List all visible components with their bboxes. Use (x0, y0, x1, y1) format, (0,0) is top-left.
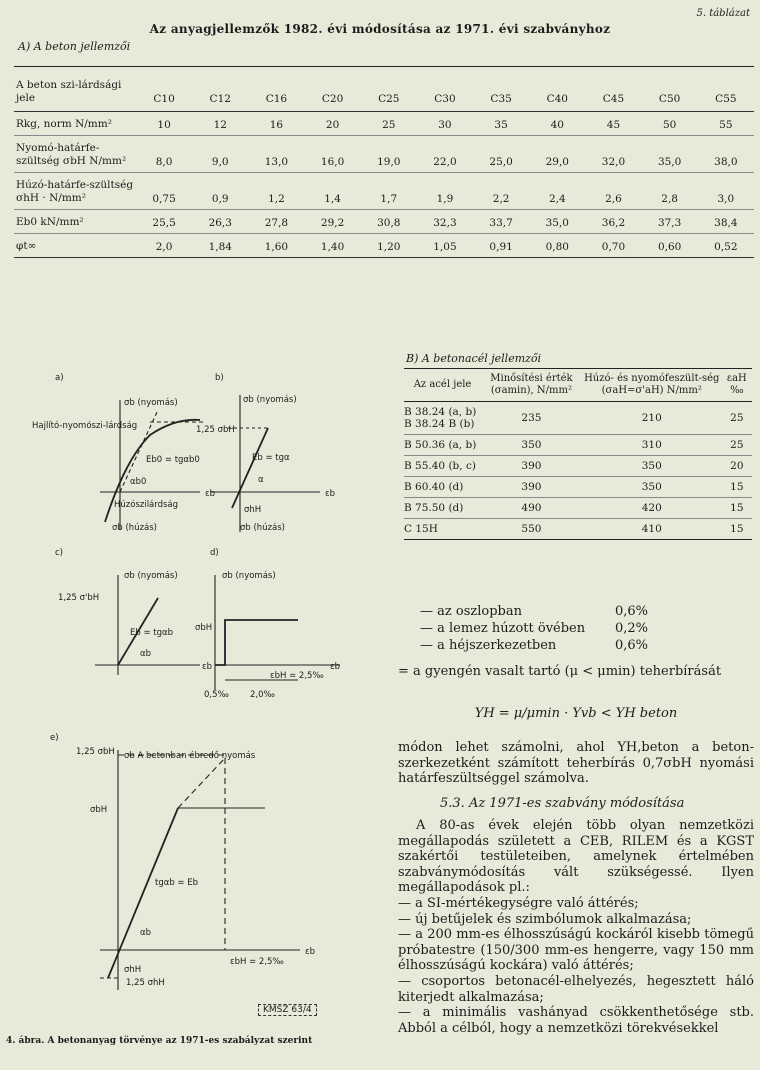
header-cell: εaH ‰ (722, 369, 752, 402)
axis-label: σb (nyomás) (124, 398, 178, 408)
percent-item (420, 604, 649, 619)
class-cell: C45 (585, 67, 641, 112)
table-header-row (404, 369, 752, 402)
table-cell: 390 (481, 477, 582, 498)
alpha-label: α (258, 475, 264, 485)
percent-value: 0,2% (615, 621, 649, 636)
eb0-label: Eb0 = tgαb0 (146, 455, 200, 465)
table-cell: 35,0 (529, 210, 585, 234)
axis-label: εb (330, 662, 340, 672)
tick-label: εbH = 2,5‰ (230, 957, 284, 967)
tick-label: 1,25 σbH (76, 747, 115, 757)
table-cell: 350 (481, 435, 582, 456)
table-cell: 350 (582, 456, 722, 477)
table-cell: 32,0 (585, 136, 641, 173)
table-cell: 30 (417, 112, 473, 136)
table-cell: 8,0 (136, 136, 192, 173)
table-cell: 25 (361, 112, 417, 136)
list-item: — új betűjelek és szimbólumok alkalmazása; (398, 911, 692, 927)
table-cell: 390 (481, 456, 582, 477)
class-cell: C55 (698, 67, 754, 112)
steel-table (404, 368, 752, 540)
table-cell: 0,60 (642, 234, 698, 258)
table-header-row (14, 67, 754, 112)
percent-value: 0,6% (615, 604, 649, 619)
section-heading: 5.3. Az 1971-es szabvány módosítása (440, 796, 685, 811)
eb-label: Eb = tgα (252, 453, 290, 463)
axis-label: σb (húzás) (240, 523, 285, 533)
table-row (14, 210, 754, 234)
table-cell: 1,60 (248, 234, 304, 258)
gyengen-line: = a gyengén vasalt tartó (μ < μmin) teherbírását (398, 664, 722, 679)
table-cell: 16,0 (305, 136, 361, 173)
table-cell: 2,6 (585, 173, 641, 210)
table-cell: 10 (136, 112, 192, 136)
list-item: — a minimális vashányad csökkenthetősége stb. Abból a célból, hogy a nemzetközi törekvésekkel (398, 1005, 754, 1036)
tick-label: σhH (244, 505, 262, 515)
table-cell: B 50.36 (a, b) (404, 435, 481, 456)
table-cell: 490 (481, 498, 582, 519)
table-cell: 1,4 (305, 173, 361, 210)
label-panel-a: a) (55, 373, 64, 383)
label-panel-c: c) (55, 548, 63, 558)
concrete-table (14, 66, 754, 258)
table-cell: 30,8 (361, 210, 417, 234)
table-cell: 410 (582, 519, 722, 540)
table-cell: 1,05 (417, 234, 473, 258)
table-cell: 0,75 (136, 173, 192, 210)
table-cell: 550 (481, 519, 582, 540)
table-cell: 25 (722, 435, 752, 456)
table-cell: 15 (722, 498, 752, 519)
table-cell: 22,0 (417, 136, 473, 173)
class-cell: C16 (248, 67, 304, 112)
table-cell: 1,84 (192, 234, 248, 258)
table-cell: 350 (582, 477, 722, 498)
class-cell: C30 (417, 67, 473, 112)
header-cell: Az acél jele (404, 369, 481, 402)
table-row (404, 477, 752, 498)
table-row (404, 498, 752, 519)
tg-label: tgαb = Eb (155, 878, 199, 888)
table-number: 5. táblázat (696, 8, 750, 19)
percent-text: — a lemez húzott övében (420, 621, 586, 636)
table-cell: 420 (582, 498, 722, 519)
table-cell: 0,70 (585, 234, 641, 258)
table-row (404, 519, 752, 540)
class-cell: C35 (473, 67, 529, 112)
list-item: — csoportos betonacél-elhelyezés, hegesztett háló kiterjedt alkalmazása; (398, 973, 754, 1005)
table-cell: B 75.50 (d) (404, 498, 481, 519)
table-cell: 0,80 (529, 234, 585, 258)
table-cell: 12 (192, 112, 248, 136)
table-cell: 35,0 (642, 136, 698, 173)
tick-label: σbH (195, 623, 213, 633)
axis-label: σb (nyomás) (243, 395, 297, 405)
table-cell: 25,0 (473, 136, 529, 173)
table-cell: 13,0 (248, 136, 304, 173)
table-row (404, 402, 752, 435)
table-cell: 1,2 (248, 173, 304, 210)
row-label: φt∞ (14, 234, 136, 258)
axis-label: σb (nyomás) (124, 571, 178, 581)
list-item: — a 200 mm-es élhosszúságú kockáról kisebb tömegű próbatestre (150/300 mm-es hengerre, vagy 150 mm élhosszúságú kockára) való áttérés; (398, 927, 754, 974)
page-title: Az anyagjellemzők 1982. évi módosítása az 1971. évi szabványhoz (149, 22, 611, 36)
tick-label: 1,25 σ'bH (58, 593, 100, 603)
table-row (14, 136, 754, 173)
table-cell: 38,4 (698, 210, 754, 234)
table-cell: 37,3 (642, 210, 698, 234)
table-cell: 50 (642, 112, 698, 136)
class-cell: C20 (305, 67, 361, 112)
alpha-label: αb (140, 928, 151, 938)
alpha-label: αb0 (130, 477, 147, 487)
table-cell: 0,52 (698, 234, 754, 258)
table-cell: 33,7 (473, 210, 529, 234)
item-list (398, 896, 754, 1036)
table-cell: 2,8 (642, 173, 698, 210)
table-cell: 55 (698, 112, 754, 136)
table-cell: 1,9 (417, 173, 473, 210)
percent-item (420, 621, 649, 636)
tick-label: 1,25 σhH (126, 978, 165, 988)
axis-label: εb (325, 489, 335, 499)
tick-label: 2,0‰ (250, 690, 275, 700)
table-cell: 1,7 (361, 173, 417, 210)
figure-caption: 4. ábra. A betonanyag törvénye az 1971-es szabályzat szerint (6, 1036, 313, 1046)
table-cell: 38,0 (698, 136, 754, 173)
table-cell: 2,0 (136, 234, 192, 258)
table-cell: 25,5 (136, 210, 192, 234)
class-cell: C50 (642, 67, 698, 112)
stamp: KMSZ 63/4 (258, 1004, 317, 1016)
axis-label: εb (202, 662, 212, 672)
table-cell: 0,9 (192, 173, 248, 210)
label-panel-d: d) (210, 548, 219, 558)
paragraph: A 80-as évek elején több olyan nemzetközi megállapodás született a CEB, RILEM és a KGST szakértői testületeiben, amelynek értelmében szabványmódosítás vált szükségessé. Ilyen megállapodások pl.: (398, 818, 754, 896)
section-b-heading: B) A betonacél jellemzői (406, 352, 542, 365)
table-cell: 15 (722, 477, 752, 498)
class-cell: C10 (136, 67, 192, 112)
table-cell: 20 (722, 456, 752, 477)
label-panel-e: e) (50, 733, 59, 743)
table-cell: B 38.24 (a, b) B 38.24 B (b) (404, 402, 481, 435)
tick-label: σbH (90, 805, 108, 815)
header-label: A beton szi-lárdsági jele (14, 67, 136, 112)
class-cell: C25 (361, 67, 417, 112)
table-cell: 0,91 (473, 234, 529, 258)
axis-label: σb (húzás) (112, 523, 157, 533)
table-cell: B 60.40 (d) (404, 477, 481, 498)
table-cell: 235 (481, 402, 582, 435)
table-cell: 19,0 (361, 136, 417, 173)
table-cell: 16 (248, 112, 304, 136)
table-cell: 32,3 (417, 210, 473, 234)
tick-label: σhH (124, 965, 142, 975)
percent-text: — a héjszerkezetben (420, 638, 557, 653)
formula: YH = μ/μmin · Yvb < YH beton (474, 706, 678, 721)
row-label: Rkg, norm N/mm² (14, 112, 136, 136)
axis-label: σb A betonban ébredő nyomás (124, 751, 256, 761)
table-row (404, 456, 752, 477)
table-cell: 1,40 (305, 234, 361, 258)
table-cell: 40 (529, 112, 585, 136)
table-row (14, 173, 754, 210)
header-cell: Minősítési érték (σamin), N/mm² (481, 369, 582, 402)
tick-label: 0,5‰ (204, 690, 229, 700)
section-a-heading: A) A beton jellemzői (18, 40, 131, 53)
axis-label: εb (305, 947, 315, 957)
hajlito-label: Hajlító-nyomószi-lárdság (32, 421, 138, 431)
table-cell: 1,20 (361, 234, 417, 258)
table-cell: C 15H (404, 519, 481, 540)
table-cell: B 55.40 (b, c) (404, 456, 481, 477)
table-row (404, 435, 752, 456)
table-cell: 2,2 (473, 173, 529, 210)
table-cell: 310 (582, 435, 722, 456)
table-cell: 29,0 (529, 136, 585, 173)
row-label: Eb0 kN/mm² (14, 210, 136, 234)
tick-label: εbH = 2,5‰ (270, 671, 324, 681)
table-cell: 2,4 (529, 173, 585, 210)
table-cell: 45 (585, 112, 641, 136)
table-cell: 210 (582, 402, 722, 435)
table-cell: 20 (305, 112, 361, 136)
header-cell: Húzó- és nyomófeszült-ség (σaH=σ'aH) N/mm² (582, 369, 722, 402)
list-item: — a SI-mértékegységre való áttérés; (398, 896, 639, 911)
table-cell: 26,3 (192, 210, 248, 234)
table-row (14, 234, 754, 258)
huzoszil-label: Húzószilárdság (114, 500, 179, 510)
class-cell: C12 (192, 67, 248, 112)
table-cell: 36,2 (585, 210, 641, 234)
tick-label: 1,25 σbH (196, 425, 235, 435)
percent-value: 0,6% (615, 638, 649, 653)
table-cell: 35 (473, 112, 529, 136)
after-formula: módon lehet számolni, ahol YH,beton a beton-szerkezetként számított teherbírás 0,7σbH nyomási határfeszültséggel számolva. (398, 740, 754, 787)
table-cell: 27,8 (248, 210, 304, 234)
axis-label: σb (nyomás) (222, 571, 276, 581)
table-cell: 29,2 (305, 210, 361, 234)
table-row (14, 112, 754, 136)
eb-label: Eb = tgαb (130, 628, 174, 638)
table-cell: 25 (722, 402, 752, 435)
table-cell: 3,0 (698, 173, 754, 210)
row-label: Húzó-határfe-szültség σhH · N/mm² (14, 173, 136, 210)
axis-label: εb (205, 489, 215, 499)
concrete-law-figure (0, 350, 395, 1040)
percent-text: — az oszlopban (420, 604, 522, 619)
row-label: Nyomó-határfe-szültség σbH N/mm² (14, 136, 136, 173)
table-cell: 9,0 (192, 136, 248, 173)
percent-item (420, 638, 649, 653)
class-cell: C40 (529, 67, 585, 112)
label-panel-b: b) (215, 373, 224, 383)
table-cell: 15 (722, 519, 752, 540)
alpha-label: αb (140, 649, 151, 659)
